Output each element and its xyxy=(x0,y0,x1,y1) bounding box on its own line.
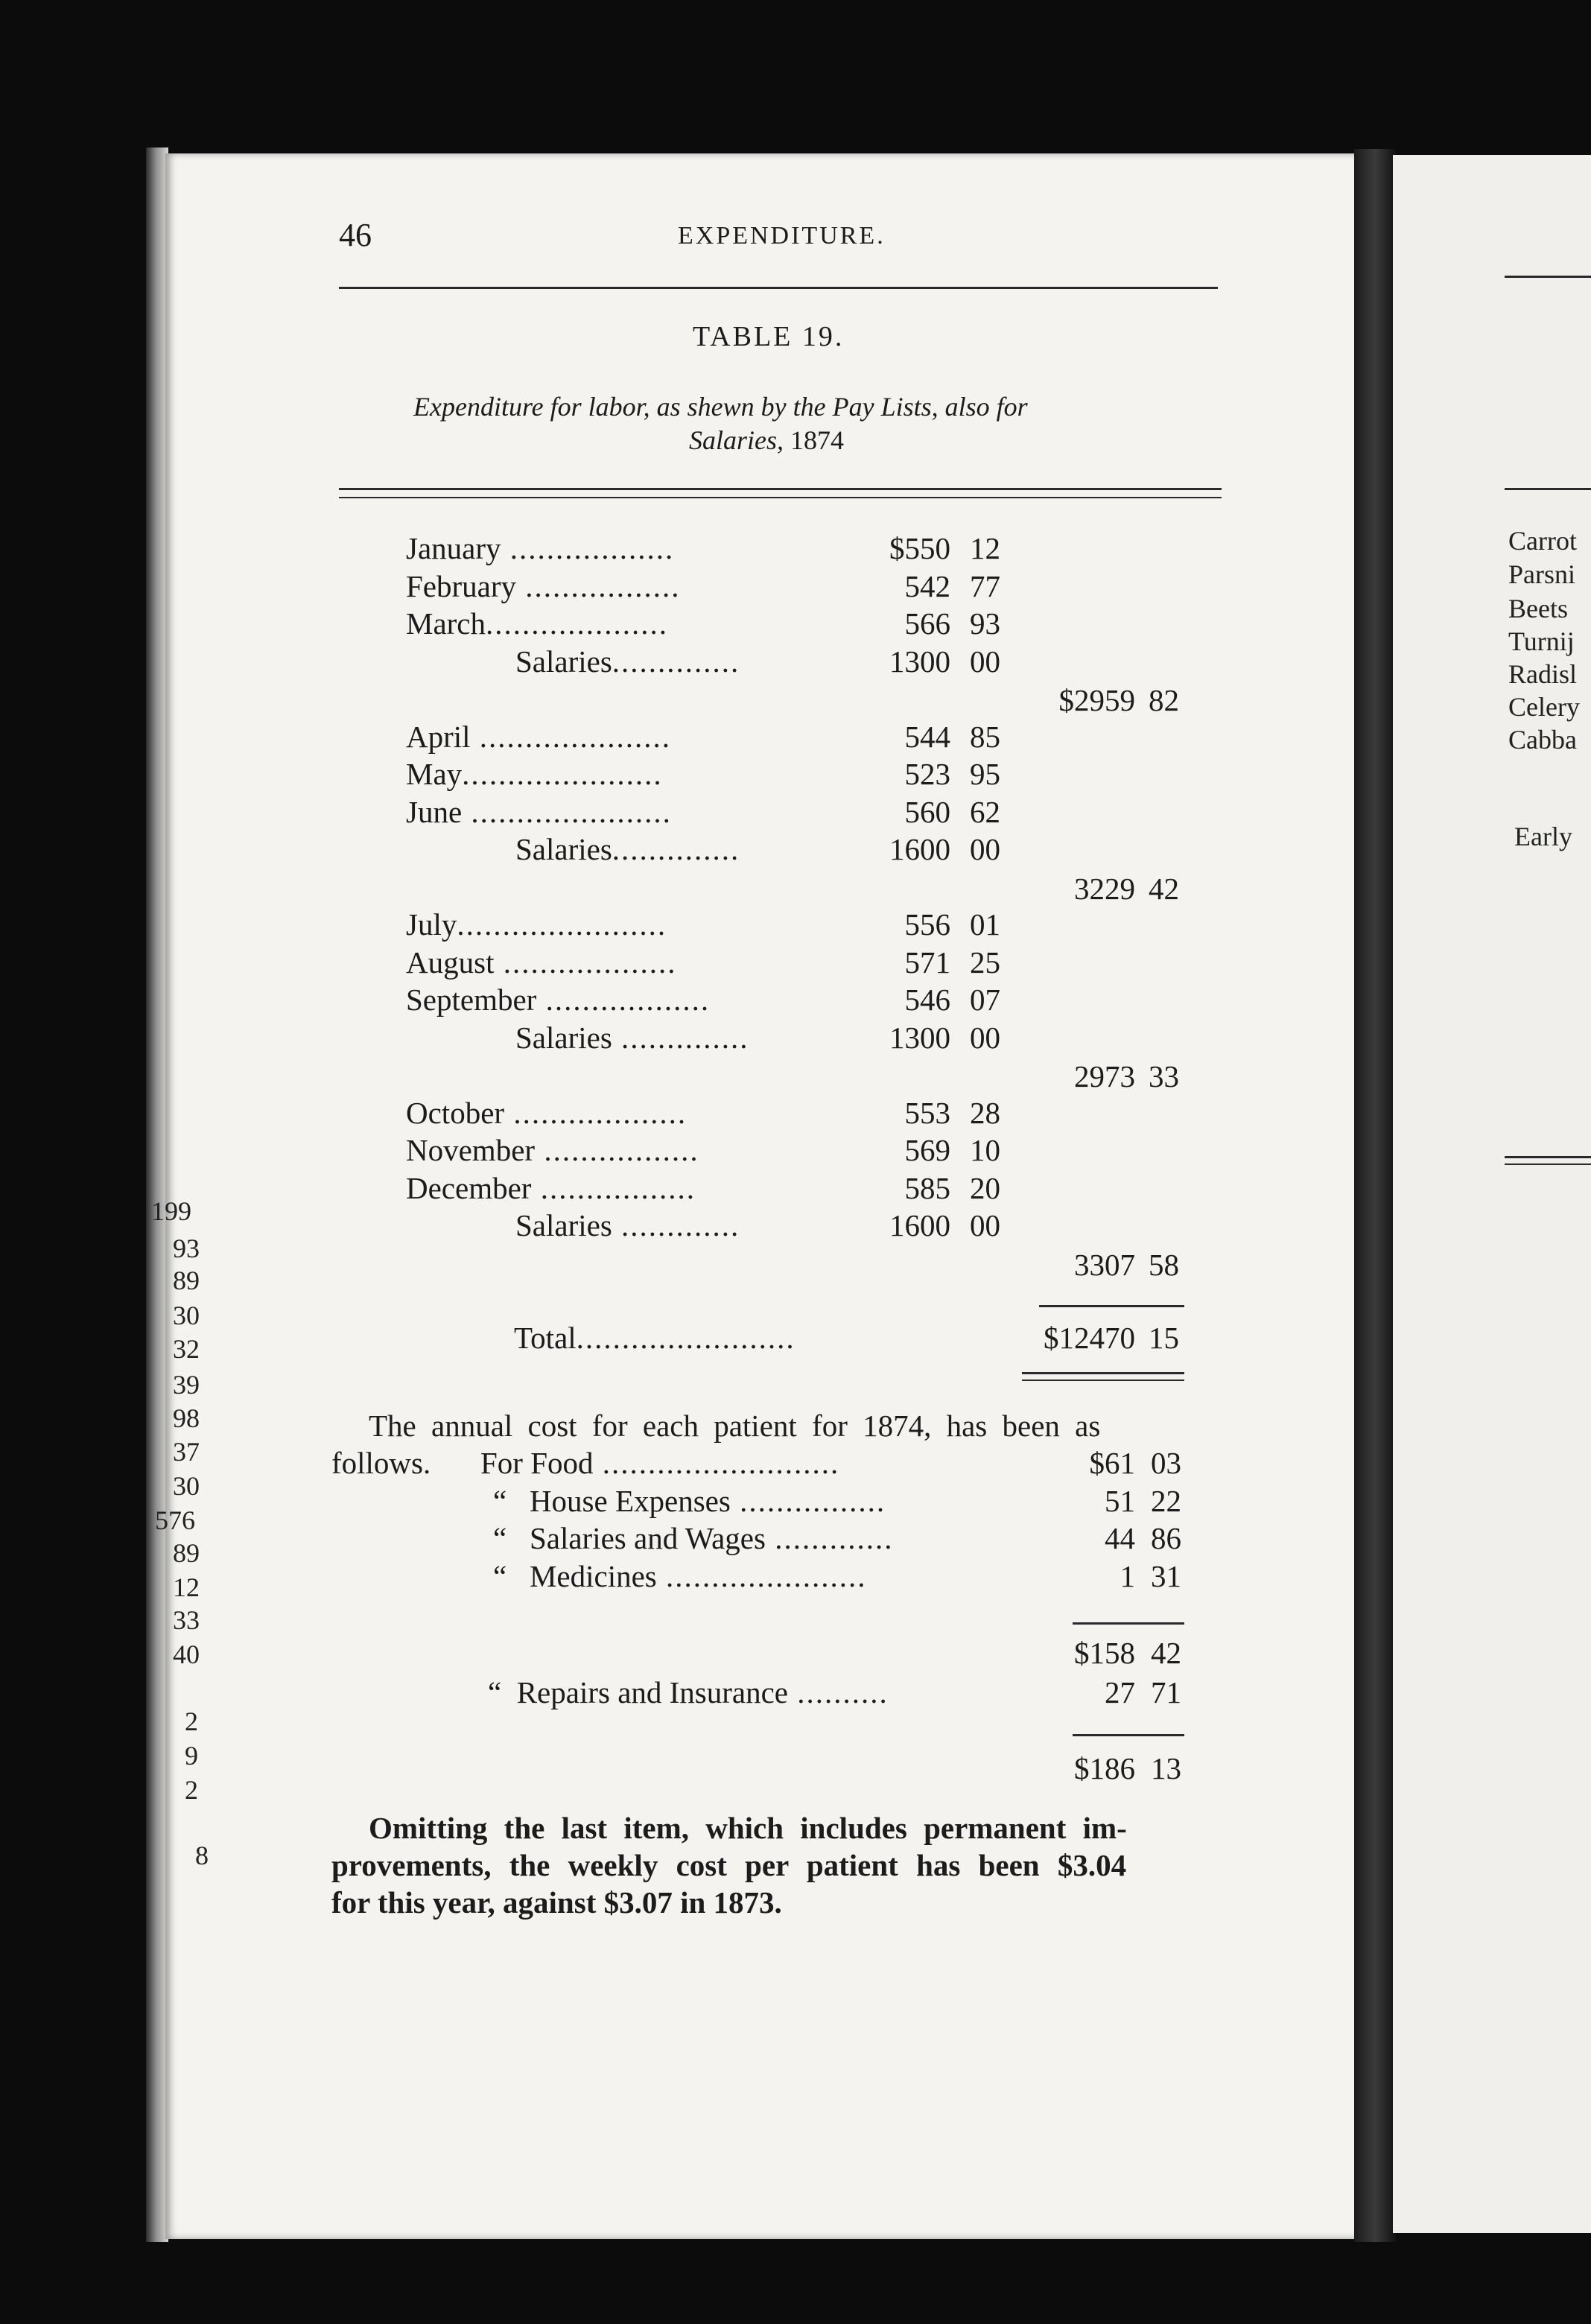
row-cents: 12 xyxy=(970,531,1000,565)
row-leader-dots: .................... xyxy=(486,606,669,641)
row-leader-dots: ...................... xyxy=(462,794,672,829)
row-leader-dots: ................... xyxy=(504,1095,687,1130)
row-label-text: Salaries xyxy=(515,644,612,679)
row-leader-dots: .............. xyxy=(612,644,740,679)
table-row-label xyxy=(406,907,667,942)
row-leader-dots: ................. xyxy=(516,568,681,603)
repairs-ditto: “ xyxy=(488,1675,502,1709)
total-rule-double-2 xyxy=(1022,1380,1184,1381)
facing-word: Celery xyxy=(1508,692,1580,722)
row-label-text: October xyxy=(406,1095,505,1130)
annual-item-label xyxy=(493,1483,886,1519)
table-row-label xyxy=(515,1020,749,1055)
row-cents: 28 xyxy=(970,1095,1000,1130)
total-label xyxy=(514,1320,796,1356)
row-label-text: May xyxy=(406,757,463,791)
annual-item-cents: 31 xyxy=(1151,1558,1181,1593)
annual-item-dots: ................ xyxy=(730,1483,886,1518)
row-cents: 62 xyxy=(970,794,1000,829)
table-row-label xyxy=(406,1095,687,1131)
row-label-text: August xyxy=(406,944,495,980)
facing-number: 8 xyxy=(195,1841,209,1870)
annual-intro-line1: The annual cost for each patient for 1874, has been as xyxy=(369,1409,1101,1443)
total-label-text: Total xyxy=(514,1321,577,1355)
quarter-subtotal-cents: 58 xyxy=(1149,1247,1179,1282)
facing-word: Turnij xyxy=(1508,626,1575,656)
quarter-subtotal-dollars: $2959 xyxy=(1058,683,1135,717)
facing-number: 2 xyxy=(185,1707,198,1736)
row-label-text: July xyxy=(406,907,457,942)
row-label-text: Salaries xyxy=(515,1020,612,1055)
row-cents: 77 xyxy=(970,568,1000,603)
row-leader-dots: .................. xyxy=(501,531,675,565)
caption-salaries: Salaries, xyxy=(689,425,784,455)
table-row-label xyxy=(406,606,668,641)
row-dollars: 1300 xyxy=(889,1020,950,1055)
annual-item-label xyxy=(493,1558,867,1594)
table-row-label xyxy=(406,944,676,980)
table-row-label xyxy=(406,719,671,755)
annual-item-prefix: “ xyxy=(493,1558,507,1593)
row-dollars: 523 xyxy=(904,757,950,791)
annual-item-name: Salaries and Wages xyxy=(529,1521,766,1555)
row-dollars: 544 xyxy=(904,719,950,754)
row-dollars: 585 xyxy=(904,1170,950,1205)
facing-number: 98 xyxy=(173,1403,200,1433)
facing-number: 2 xyxy=(185,1775,198,1805)
row-cents: 25 xyxy=(970,944,1000,980)
row-dollars: 560 xyxy=(904,794,950,829)
row-dollars: 542 xyxy=(904,568,950,603)
table-row-label xyxy=(406,1132,699,1168)
row-dollars: 571 xyxy=(904,944,950,980)
caption-year: 1874 xyxy=(790,425,845,455)
repairs-dollars: 27 xyxy=(1105,1675,1135,1709)
row-cents: 07 xyxy=(970,982,1000,1017)
facing-number: 33 xyxy=(173,1605,200,1635)
table-row-label xyxy=(406,530,674,566)
annual-item-name: Medicines xyxy=(529,1558,657,1593)
quarter-subtotal-dollars: 3307 xyxy=(1074,1247,1135,1282)
annual-item-dollars: $61 xyxy=(1089,1446,1135,1480)
annual-item-dots: ...................... xyxy=(656,1558,867,1593)
facing-number: 37 xyxy=(173,1437,200,1467)
row-leader-dots: ................. xyxy=(531,1170,696,1205)
facing-word: Radisl xyxy=(1508,659,1578,689)
facing-rule xyxy=(1505,276,1591,278)
table-row-label xyxy=(515,1207,740,1243)
row-cents: 93 xyxy=(970,606,1000,641)
row-dollars: 566 xyxy=(904,606,950,641)
facing-word: Beets xyxy=(1508,594,1568,623)
table-row-label xyxy=(406,568,681,604)
total-rule-double-1 xyxy=(1022,1372,1184,1374)
facing-number: 39 xyxy=(173,1370,200,1400)
quarter-subtotal-dollars: 2973 xyxy=(1074,1059,1135,1093)
row-dollars: 553 xyxy=(904,1095,950,1130)
row-dollars: 1600 xyxy=(889,832,950,866)
row-cents: 10 xyxy=(970,1133,1000,1167)
facing-number: 576 xyxy=(155,1505,195,1535)
quarter-subtotal-dollars: 3229 xyxy=(1074,871,1135,906)
table-row-label xyxy=(406,982,710,1017)
row-leader-dots: .............. xyxy=(612,1020,749,1055)
closing-line2: provements, the weekly cost per patient has been $3.04 xyxy=(331,1848,1127,1882)
annual-total-cents: 13 xyxy=(1151,1751,1181,1785)
row-label-text: June xyxy=(406,794,463,829)
annual-item-name: House Expenses xyxy=(529,1483,731,1518)
row-label-text: December xyxy=(406,1170,532,1205)
row-leader-dots: ....................... xyxy=(457,907,667,942)
closing-line1: Omitting the last item, which includes permanent im- xyxy=(369,1811,1127,1845)
annual-item-dollars: 1 xyxy=(1120,1558,1135,1593)
annual-item-prefix: “ xyxy=(493,1483,507,1518)
row-leader-dots: ................. xyxy=(535,1133,699,1167)
annual-item-dollars: 44 xyxy=(1105,1521,1135,1555)
facing-word: Cabba xyxy=(1508,725,1577,755)
table-caption-line1: Expenditure for labor, as shewn by the Pay Lists, also for xyxy=(413,392,1028,422)
row-leader-dots: .............. xyxy=(612,832,740,866)
annual-item-prefix: For xyxy=(480,1446,523,1480)
total-rule-top xyxy=(1039,1305,1184,1307)
annual-subtotal-dollars: $158 xyxy=(1074,1636,1135,1670)
quarter-subtotal-cents: 33 xyxy=(1149,1059,1179,1093)
facing-word: Early xyxy=(1514,822,1572,851)
row-dollars: 1600 xyxy=(889,1208,950,1242)
total-leader-dots: ........................ xyxy=(576,1321,796,1355)
row-cents: 01 xyxy=(970,907,1000,942)
annual-total-dollars: $186 xyxy=(1074,1751,1135,1785)
repairs-cents: 71 xyxy=(1151,1675,1181,1709)
table-title: TABLE 19. xyxy=(693,321,845,352)
annual-item-dots: .......................... xyxy=(593,1446,840,1480)
row-dollars: 556 xyxy=(904,907,950,942)
facing-number: 40 xyxy=(173,1639,200,1669)
row-label-text: February xyxy=(406,568,517,603)
repairs-row xyxy=(488,1674,889,1710)
facing-number: 30 xyxy=(173,1471,200,1501)
annual-item-label xyxy=(493,1520,893,1556)
row-cents: 00 xyxy=(970,1020,1000,1055)
row-leader-dots: ..................... xyxy=(470,719,672,754)
row-label-text: September xyxy=(406,982,537,1017)
annual-item-dollars: 51 xyxy=(1105,1483,1135,1518)
annual-item-name: Food xyxy=(530,1446,594,1480)
row-cents: 00 xyxy=(970,1208,1000,1242)
row-leader-dots: ............. xyxy=(612,1208,740,1242)
row-cents: 95 xyxy=(970,757,1000,791)
row-dollars: 546 xyxy=(904,982,950,1017)
repairs-label: Repairs and Insurance xyxy=(516,1675,788,1709)
book-gutter xyxy=(1354,149,1396,2242)
row-label-text: April xyxy=(406,719,471,754)
row-cents: 00 xyxy=(970,832,1000,866)
header-rule xyxy=(339,287,1218,289)
row-cents: 20 xyxy=(970,1170,1000,1205)
table-row-label xyxy=(515,831,740,867)
annual-item-label xyxy=(480,1445,839,1481)
annual-total-rule xyxy=(1073,1734,1184,1736)
row-cents: 00 xyxy=(970,644,1000,679)
facing-number: 93 xyxy=(173,1234,200,1263)
facing-number: 89 xyxy=(173,1266,200,1295)
running-title: EXPENDITURE. xyxy=(678,222,886,250)
quarter-subtotal-cents: 42 xyxy=(1149,871,1179,906)
row-leader-dots: .................. xyxy=(536,982,711,1017)
annual-subtotal-cents: 42 xyxy=(1151,1636,1181,1670)
table-caption-line2 xyxy=(689,425,844,456)
annual-intro-line2: follows. xyxy=(331,1446,431,1480)
facing-number: 30 xyxy=(173,1301,200,1330)
annual-item-cents: 03 xyxy=(1151,1446,1181,1480)
annual-subtotal-rule xyxy=(1073,1622,1184,1625)
row-leader-dots: ...................... xyxy=(462,757,663,791)
row-dollars: $550 xyxy=(889,531,950,565)
annual-item-dots: ............. xyxy=(765,1521,894,1555)
row-label-text: March xyxy=(406,606,486,641)
table-row-label xyxy=(406,1170,696,1206)
row-dollars: 569 xyxy=(904,1133,950,1167)
closing-line3: for this year, against $3.07 in 1873. xyxy=(331,1885,782,1920)
row-leader-dots: ................... xyxy=(494,944,677,980)
annual-item-prefix: “ xyxy=(493,1521,507,1555)
repairs-leader-dots: .......... xyxy=(788,1675,889,1709)
facing-number: 199 xyxy=(151,1196,191,1226)
row-dollars: 1300 xyxy=(889,644,950,679)
caption-rule-top xyxy=(339,488,1222,490)
total-cents: 15 xyxy=(1149,1321,1179,1355)
facing-number: 89 xyxy=(173,1538,200,1568)
row-label-text: Salaries xyxy=(515,1208,612,1242)
page-number: 46 xyxy=(339,217,372,253)
facing-number: 9 xyxy=(185,1741,198,1771)
caption-rule-bottom xyxy=(339,497,1222,498)
facing-number: 32 xyxy=(173,1334,200,1364)
row-cents: 85 xyxy=(970,719,1000,754)
facing-word: Carrot xyxy=(1508,526,1577,556)
facing-number: 12 xyxy=(173,1572,200,1602)
table-row-label xyxy=(406,794,672,830)
annual-item-cents: 86 xyxy=(1151,1521,1181,1555)
row-label-text: Salaries xyxy=(515,832,612,866)
table-row-label xyxy=(515,644,740,679)
book-page xyxy=(165,153,1356,2239)
quarter-subtotal-cents: 82 xyxy=(1149,683,1179,717)
facing-rule xyxy=(1505,1163,1591,1165)
table-row-label xyxy=(406,756,663,792)
total-dollars: $12470 xyxy=(1044,1321,1135,1355)
annual-item-cents: 22 xyxy=(1151,1483,1181,1518)
facing-rule xyxy=(1505,1156,1591,1158)
facing-rule xyxy=(1505,488,1591,490)
row-label-text: January xyxy=(406,531,501,565)
facing-word: Parsni xyxy=(1508,559,1575,589)
row-label-text: November xyxy=(406,1133,536,1167)
